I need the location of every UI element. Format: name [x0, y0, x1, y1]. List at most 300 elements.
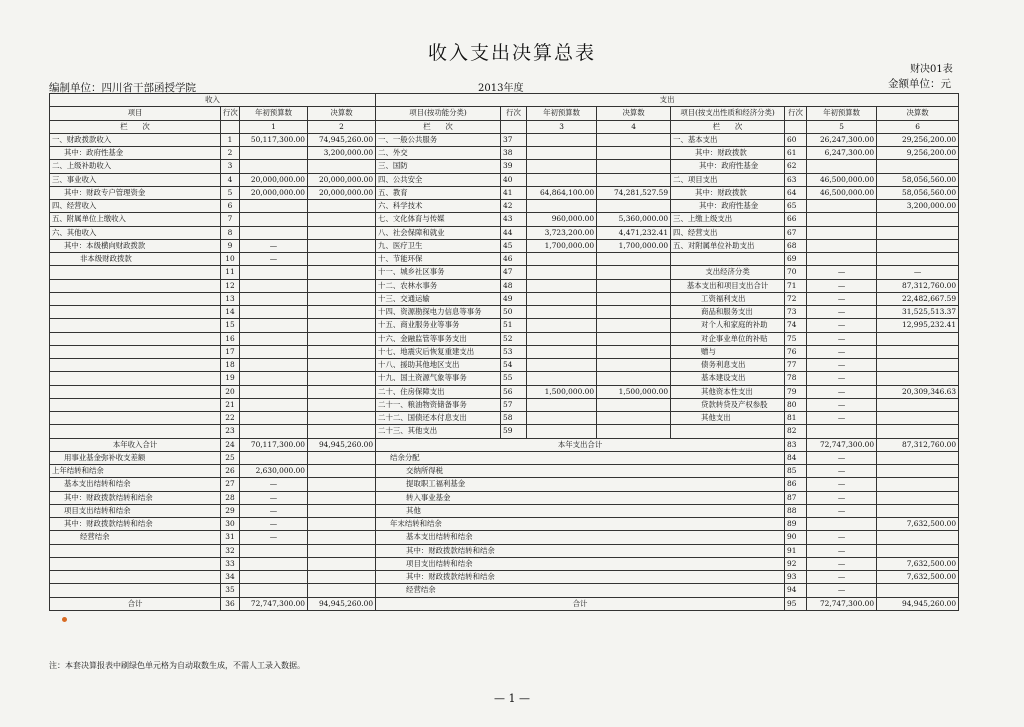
- econ-item: 对个人和家庭的补助: [671, 319, 785, 332]
- econ-final: [877, 160, 959, 173]
- income-final: [308, 544, 376, 557]
- income-budget: 2,630,000.00: [240, 465, 308, 478]
- econ-row-no: 84: [785, 451, 807, 464]
- col-header-row-no: 行次: [501, 107, 527, 120]
- income-row-no: 18: [221, 359, 240, 372]
- allocation-item: 其他: [376, 504, 785, 517]
- allocation-item: 其中：财政拨款结转和结余: [376, 544, 785, 557]
- func-row-no: 40: [501, 173, 527, 186]
- econ-final: 12,995,232.41: [877, 319, 959, 332]
- func-row-no: 55: [501, 372, 527, 385]
- income-final: [308, 266, 376, 279]
- func-final: 4,471,232.41: [597, 226, 671, 239]
- income-budget: [240, 451, 308, 464]
- econ-final: [877, 504, 959, 517]
- income-item: [50, 279, 221, 292]
- income-budget: [240, 359, 308, 372]
- table-row: [50, 253, 959, 266]
- func-item: 十一、城乡社区事务: [376, 266, 501, 279]
- income-final: [308, 213, 376, 226]
- income-row-no: 4: [221, 173, 240, 186]
- func-row-no: 42: [501, 200, 527, 213]
- income-item: [50, 571, 221, 584]
- econ-row-no: 70: [785, 266, 807, 279]
- income-final: [308, 359, 376, 372]
- func-final: [597, 332, 671, 345]
- expense-total-row-no: 95: [785, 597, 807, 610]
- econ-row-no: 80: [785, 398, 807, 411]
- col-header-item: 项目: [50, 107, 221, 120]
- income-item: [50, 319, 221, 332]
- econ-item: 商品和服务支出: [671, 306, 785, 319]
- func-final: 1,500,000.00: [597, 385, 671, 398]
- income-item: 二、上级补助收入: [50, 160, 221, 173]
- func-row-no: 57: [501, 398, 527, 411]
- col-header-econ-item: 项目(按支出性质和经济分类): [671, 107, 785, 120]
- func-budget: [527, 319, 597, 332]
- econ-budget: —: [807, 266, 877, 279]
- income-row-no: 27: [221, 478, 240, 491]
- econ-budget: [807, 425, 877, 438]
- income-item: 其中：财政专户管理资金: [50, 186, 221, 199]
- income-row-no: 31: [221, 531, 240, 544]
- econ-row-no: 65: [785, 200, 807, 213]
- income-final: [308, 412, 376, 425]
- func-budget: [527, 133, 597, 146]
- allocation-item: 项目支出结转和结余: [376, 557, 785, 570]
- income-budget: [240, 412, 308, 425]
- econ-budget: 6,247,300.00: [807, 147, 877, 160]
- table-row: [50, 398, 959, 411]
- table-row: [50, 345, 959, 358]
- income-final: [308, 292, 376, 305]
- income-row-no: 16: [221, 332, 240, 345]
- econ-final: [877, 451, 959, 464]
- footnote: 注：本套决算报表中刷绿色单元格为自动取数生成，不需人工录入数据。: [49, 661, 305, 670]
- econ-final: 9,256,200.00: [877, 147, 959, 160]
- income-budget: [240, 160, 308, 173]
- income-final: 74,945,260.00: [308, 133, 376, 146]
- econ-budget: —: [807, 478, 877, 491]
- econ-budget: —: [807, 571, 877, 584]
- econ-final: [877, 213, 959, 226]
- func-row-no: 59: [501, 425, 527, 438]
- func-final: [597, 425, 671, 438]
- income-item: 经营结余: [50, 531, 221, 544]
- income-item: [50, 266, 221, 279]
- econ-row-no: 87: [785, 491, 807, 504]
- econ-budget: 46,500,000.00: [807, 173, 877, 186]
- income-row-no: 2: [221, 147, 240, 160]
- func-item: 二十一、粮油物资储备事务: [376, 398, 501, 411]
- income-item: 其中：财政拨款结转和结余: [50, 491, 221, 504]
- econ-item: 二、项目支出: [671, 173, 785, 186]
- func-budget: [527, 160, 597, 173]
- econ-final: 22,482,667.59: [877, 292, 959, 305]
- func-final: [597, 253, 671, 266]
- income-budget: [240, 200, 308, 213]
- table-row: [50, 226, 959, 239]
- col-header-final: 决算数: [877, 107, 959, 120]
- econ-row-no: 62: [785, 160, 807, 173]
- econ-item: 其中：财政拨款: [671, 147, 785, 160]
- col-header-final: 决算数: [597, 107, 671, 120]
- income-row-no: 32: [221, 544, 240, 557]
- income-budget: [240, 147, 308, 160]
- econ-final: [877, 345, 959, 358]
- econ-budget: [807, 239, 877, 252]
- econ-row-no: 63: [785, 173, 807, 186]
- func-item: 五、教育: [376, 186, 501, 199]
- func-final: [597, 398, 671, 411]
- income-row-no: 9: [221, 239, 240, 252]
- allocation-item: 经营结余: [376, 584, 785, 597]
- func-row-no: 37: [501, 133, 527, 146]
- income-row-no: 8: [221, 226, 240, 239]
- econ-row-no: 73: [785, 306, 807, 319]
- func-budget: 1,700,000.00: [527, 239, 597, 252]
- econ-row-no: 77: [785, 359, 807, 372]
- income-item: 四、经营收入: [50, 200, 221, 213]
- income-final: [308, 306, 376, 319]
- econ-budget: [807, 518, 877, 531]
- income-item: 其中：政府性基金: [50, 147, 221, 160]
- econ-item: 债务利息支出: [671, 359, 785, 372]
- table-row: [50, 544, 959, 557]
- func-row-no: 56: [501, 385, 527, 398]
- income-final: [308, 319, 376, 332]
- income-item: [50, 345, 221, 358]
- income-item: 基本支出结转和结余: [50, 478, 221, 491]
- table-row: [50, 200, 959, 213]
- income-item: [50, 332, 221, 345]
- income-budget: —: [240, 478, 308, 491]
- income-item: 五、附属单位上缴收入: [50, 213, 221, 226]
- func-row-no: 46: [501, 253, 527, 266]
- econ-item: 五、对附属单位补助支出: [671, 239, 785, 252]
- table-row: [50, 147, 959, 160]
- econ-item: 三、上缴上级支出: [671, 213, 785, 226]
- econ-final: —: [877, 266, 959, 279]
- func-item: 十二、农林水事务: [376, 279, 501, 292]
- econ-row-no: 89: [785, 518, 807, 531]
- col-index-3: 3: [527, 120, 597, 133]
- table-row: [50, 465, 959, 478]
- econ-final: [877, 478, 959, 491]
- func-budget: [527, 372, 597, 385]
- func-row-no: 53: [501, 345, 527, 358]
- econ-final: [877, 226, 959, 239]
- table-row: [50, 504, 959, 517]
- func-budget: [527, 279, 597, 292]
- econ-item: 其中：政府性基金: [671, 160, 785, 173]
- econ-budget: —: [807, 332, 877, 345]
- expense-total-label: 合计: [376, 597, 785, 610]
- total-label: 合计: [50, 597, 221, 610]
- income-budget: [240, 385, 308, 398]
- table-row: [50, 531, 959, 544]
- income-final: [308, 584, 376, 597]
- econ-budget: —: [807, 345, 877, 358]
- income-row-no: 19: [221, 372, 240, 385]
- income-item: 一、财政拨款收入: [50, 133, 221, 146]
- econ-budget: —: [807, 544, 877, 557]
- econ-row-no: 91: [785, 544, 807, 557]
- econ-row-no: 60: [785, 133, 807, 146]
- econ-row-no: 94: [785, 584, 807, 597]
- income-row-no: 29: [221, 504, 240, 517]
- income-row-no: 11: [221, 266, 240, 279]
- func-budget: [527, 147, 597, 160]
- func-budget: 3,723,200.00: [527, 226, 597, 239]
- func-row-no: 51: [501, 319, 527, 332]
- func-item: 二十二、国债还本付息支出: [376, 412, 501, 425]
- col-index-6: 6: [877, 120, 959, 133]
- income-final: 20,000,000.00: [308, 173, 376, 186]
- expense-total-final: 87,312,760.00: [877, 438, 959, 451]
- income-item: [50, 584, 221, 597]
- blank-cell: [501, 120, 527, 133]
- income-final: [308, 557, 376, 570]
- func-budget: [527, 253, 597, 266]
- total-row-no: 36: [221, 597, 240, 610]
- func-row-no: 48: [501, 279, 527, 292]
- income-row-no: 34: [221, 571, 240, 584]
- func-final: [597, 133, 671, 146]
- func-final: [597, 412, 671, 425]
- econ-item: 基本支出和项目支出合计: [671, 279, 785, 292]
- expense-section-label: 支出: [376, 94, 959, 107]
- econ-row-no: 82: [785, 425, 807, 438]
- table-row: [50, 425, 959, 438]
- econ-final: 7,632,500.00: [877, 557, 959, 570]
- econ-row-no: 67: [785, 226, 807, 239]
- report-title: 收入支出决算总表: [427, 42, 596, 64]
- econ-final: [877, 239, 959, 252]
- func-item: 十六、金融监管等事务支出: [376, 332, 501, 345]
- income-item: 项目支出结转和结余: [50, 504, 221, 517]
- total-final: 94,945,260.00: [308, 597, 376, 610]
- func-row-no: 47: [501, 266, 527, 279]
- func-item: 八、社会保障和就业: [376, 226, 501, 239]
- func-budget: [527, 412, 597, 425]
- income-final: [308, 226, 376, 239]
- col-header-row-no: 行次: [785, 107, 807, 120]
- allocation-item: 提取职工福利基金: [376, 478, 785, 491]
- econ-row-no: 72: [785, 292, 807, 305]
- func-row-no: 58: [501, 412, 527, 425]
- func-budget: [527, 173, 597, 186]
- allocation-item: 结余分配: [376, 451, 785, 464]
- table-row: [50, 451, 959, 464]
- func-final: [597, 372, 671, 385]
- income-budget: [240, 584, 308, 597]
- col-index-5: 5: [807, 120, 877, 133]
- income-row-no: 12: [221, 279, 240, 292]
- col-index-4: 4: [597, 120, 671, 133]
- func-row-no: 52: [501, 332, 527, 345]
- func-row-no: 54: [501, 359, 527, 372]
- table-row: [50, 372, 959, 385]
- table-row: [50, 584, 959, 597]
- income-budget: —: [240, 518, 308, 531]
- col-index-2: 2: [308, 120, 376, 133]
- expense-total-budget: 72,747,300.00: [807, 597, 877, 610]
- econ-budget: —: [807, 372, 877, 385]
- total-budget: 72,747,300.00: [240, 597, 308, 610]
- fiscal-year: 2013年度: [478, 83, 524, 94]
- econ-row-no: 78: [785, 372, 807, 385]
- expense-total-label: 本年支出合计: [376, 438, 785, 451]
- econ-final: [877, 253, 959, 266]
- func-row-no: 44: [501, 226, 527, 239]
- func-budget: [527, 425, 597, 438]
- income-final: [308, 279, 376, 292]
- income-budget: [240, 544, 308, 557]
- econ-row-no: 68: [785, 239, 807, 252]
- econ-final: 31,525,513.37: [877, 306, 959, 319]
- income-budget: [240, 332, 308, 345]
- lanci-label: 栏 次: [50, 120, 221, 133]
- econ-budget: —: [807, 451, 877, 464]
- econ-budget: —: [807, 504, 877, 517]
- func-final: [597, 200, 671, 213]
- income-row-no: 22: [221, 412, 240, 425]
- econ-final: 58,056,560.00: [877, 173, 959, 186]
- econ-final: 58,056,560.00: [877, 186, 959, 199]
- income-final: [308, 518, 376, 531]
- income-final: [308, 372, 376, 385]
- income-final: [308, 491, 376, 504]
- income-row-no: 23: [221, 425, 240, 438]
- blank-cell: [785, 120, 807, 133]
- econ-row-no: 61: [785, 147, 807, 160]
- income-row-no: 21: [221, 398, 240, 411]
- func-final: [597, 147, 671, 160]
- table-row: [50, 412, 959, 425]
- func-final: 74,281,527.59: [597, 186, 671, 199]
- econ-budget: 46,500,000.00: [807, 186, 877, 199]
- col-header-budget: 年初预算数: [240, 107, 308, 120]
- func-row-no: 43: [501, 213, 527, 226]
- table-row: [50, 133, 959, 146]
- econ-item: 其他支出: [671, 412, 785, 425]
- func-budget: [527, 345, 597, 358]
- econ-row-no: 64: [785, 186, 807, 199]
- table-row: [50, 213, 959, 226]
- reporting-unit: 编制单位：四川省干部函授学院: [49, 82, 196, 94]
- income-item: [50, 359, 221, 372]
- func-budget: [527, 200, 597, 213]
- econ-budget: —: [807, 412, 877, 425]
- func-final: [597, 279, 671, 292]
- econ-budget: —: [807, 292, 877, 305]
- econ-row-no: 66: [785, 213, 807, 226]
- econ-final: 7,632,500.00: [877, 518, 959, 531]
- econ-item: 工资福利支出: [671, 292, 785, 305]
- col-index-1: 1: [240, 120, 308, 133]
- econ-row-no: 92: [785, 557, 807, 570]
- econ-budget: [807, 160, 877, 173]
- func-row-no: 49: [501, 292, 527, 305]
- section-header-row: [50, 94, 959, 107]
- form-number: 财决01表: [910, 64, 953, 75]
- income-row-no: 14: [221, 306, 240, 319]
- total-row-no: 24: [221, 438, 240, 451]
- econ-budget: —: [807, 557, 877, 570]
- income-final: [308, 332, 376, 345]
- func-row-no: 38: [501, 147, 527, 160]
- table-row: [50, 359, 959, 372]
- income-final: [308, 160, 376, 173]
- table-row: [50, 478, 959, 491]
- econ-budget: —: [807, 491, 877, 504]
- allocation-item: 年末结转和结余: [376, 518, 785, 531]
- col-header-func-item: 项目(按功能分类): [376, 107, 501, 120]
- table-row: [50, 186, 959, 199]
- func-final: [597, 306, 671, 319]
- func-final: [597, 173, 671, 186]
- income-item: [50, 398, 221, 411]
- income-final: [308, 504, 376, 517]
- econ-item: [671, 425, 785, 438]
- econ-final: 20,309,346.63: [877, 385, 959, 398]
- econ-row-no: 81: [785, 412, 807, 425]
- income-item: [50, 412, 221, 425]
- table-row: [50, 266, 959, 279]
- func-row-no: 39: [501, 160, 527, 173]
- func-item: 十九、国土资源气象等事务: [376, 372, 501, 385]
- total-budget: 70,117,300.00: [240, 438, 308, 451]
- income-row-no: 25: [221, 451, 240, 464]
- econ-row-no: 85: [785, 465, 807, 478]
- econ-final: [877, 544, 959, 557]
- econ-row-no: 75: [785, 332, 807, 345]
- econ-item: 其中：财政拨款: [671, 186, 785, 199]
- income-budget: 20,000,000.00: [240, 186, 308, 199]
- income-final: 20,000,000.00: [308, 186, 376, 199]
- income-budget: [240, 306, 308, 319]
- func-row-no: 45: [501, 239, 527, 252]
- lanci-label: 栏 次: [671, 120, 785, 133]
- income-budget: 20,000,000.00: [240, 173, 308, 186]
- econ-budget: 26,247,300.00: [807, 133, 877, 146]
- income-budget: [240, 571, 308, 584]
- income-final: [308, 345, 376, 358]
- income-budget: [240, 398, 308, 411]
- column-index-row: [50, 120, 959, 133]
- func-final: [597, 160, 671, 173]
- table-row: [50, 518, 959, 531]
- currency-unit: 金额单位：元: [888, 78, 951, 90]
- econ-item: 支出经济分类: [671, 266, 785, 279]
- func-final: [597, 345, 671, 358]
- table-row: [50, 385, 959, 398]
- func-final: 5,360,000.00: [597, 213, 671, 226]
- grand-total-row: [50, 597, 959, 610]
- func-item: 九、医疗卫生: [376, 239, 501, 252]
- func-item: 十八、援助其他地区支出: [376, 359, 501, 372]
- income-item: [50, 372, 221, 385]
- func-budget: [527, 332, 597, 345]
- econ-budget: —: [807, 398, 877, 411]
- func-final: [597, 359, 671, 372]
- func-budget: [527, 266, 597, 279]
- func-item: 二十三、其他支出: [376, 425, 501, 438]
- income-item: 六、其他收入: [50, 226, 221, 239]
- income-row-no: 7: [221, 213, 240, 226]
- income-final: [308, 253, 376, 266]
